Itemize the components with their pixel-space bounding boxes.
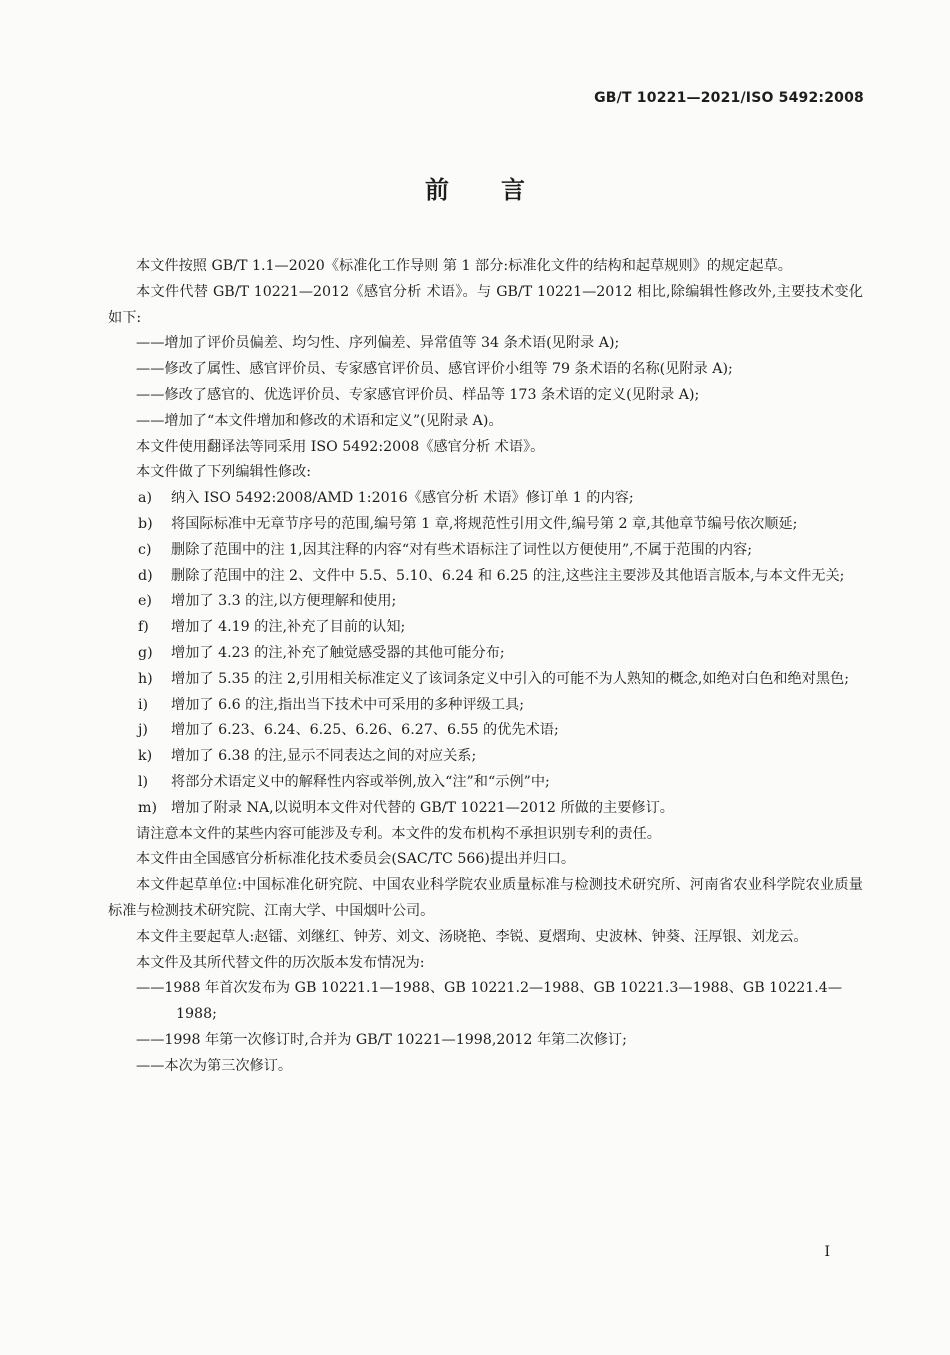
editorial-change-item: [138, 667, 863, 693]
history-item: ——本次为第三次修订。: [136, 1057, 293, 1074]
editorial-change-item: [138, 693, 863, 719]
paragraph-translation-method: 本文件使用翻译法等同采用 ISO 5492:2008《感官分析 术语》。: [136, 438, 545, 455]
item-label: a): [138, 490, 152, 507]
item-text: 增加了 4.23 的注,补充了触觉感受器的其他可能分布;: [171, 644, 505, 661]
item-text: 增加了 5.35 的注 2,引用相关标准定义了该词条定义中引入的可能不为人熟知的概念,如绝对白色和绝对黑色;: [171, 670, 850, 687]
preface-body: [108, 254, 863, 1080]
item-label: d): [138, 567, 153, 584]
paragraph-drafters: 本文件主要起草人:赵镭、刘继红、钟芳、刘文、汤晓艳、李锐、夏熠珣、史波林、钟葵、汪厚银、刘龙云。: [136, 928, 808, 945]
history-item: ——1998 年第一次修订时,合并为 GB/T 10221—1998,2012 年第二次修订;: [136, 1031, 627, 1048]
editorial-change-item: [138, 564, 863, 590]
item-text: 将部分术语定义中的解释性内容或举例,放入“注”和“示例”中;: [171, 773, 550, 790]
editorial-change-item: [138, 641, 863, 667]
item-label: c): [138, 541, 152, 558]
item-label: e): [138, 593, 152, 610]
item-label: h): [138, 670, 153, 687]
paragraph-history-intro: 本文件及其所代替文件的历次版本发布情况为:: [136, 954, 425, 971]
title-char-2: 言: [501, 176, 525, 204]
item-label: l): [138, 773, 149, 790]
page-number: I: [824, 1244, 830, 1260]
page-title: [0, 170, 950, 205]
item-text: 增加了 4.19 的注,补充了目前的认知;: [171, 619, 406, 636]
standard-code-header: GB/T 10221—2021/ISO 5492:2008: [594, 90, 864, 106]
editorial-change-item: [138, 512, 863, 538]
item-text: 增加了 3.3 的注,以方便理解和使用;: [171, 593, 397, 610]
history-item: ——1988 年首次发布为 GB 10221.1—1988、GB 10221.2—1988、GB 10221.3—1988、GB 10221.4—1988;: [136, 980, 843, 1023]
item-label: k): [138, 748, 153, 765]
editorial-change-item: [138, 615, 863, 641]
technical-change-item: ——修改了属性、感官评价员、专家感官评价员、感官评价小组等 79 条术语的名称(见附录 A);: [136, 361, 733, 378]
item-text: 删除了范围中的注 2、文件中 5.5、5.10、6.24 和 6.25 的注,这些注主要涉及其他语言版本,与本文件无关;: [171, 567, 845, 584]
editorial-change-item: [138, 486, 863, 512]
editorial-change-item: [138, 589, 863, 615]
paragraph-committee: 本文件由全国感官分析标准化技术委员会(SAC/TC 566)提出并归口。: [136, 851, 576, 868]
editorial-change-item: [138, 718, 863, 744]
item-text: 增加了 6.38 的注,显示不同表达之间的对应关系;: [171, 748, 477, 765]
editorial-change-item: [138, 538, 863, 564]
item-text: 删除了范围中的注 1,因其注释的内容“对有些术语标注了词性以方便使用”,不属于范围的内容;: [171, 541, 752, 558]
editorial-change-item: [138, 744, 863, 770]
item-label: f): [138, 619, 149, 636]
item-text: 增加了 6.6 的注,指出当下技术中可采用的多种评级工具;: [171, 696, 524, 713]
technical-change-item: ——增加了评价员偏差、均匀性、序列偏差、异常值等 34 条术语(见附录 A);: [136, 335, 620, 352]
paragraph-patent-notice: 请注意本文件的某些内容可能涉及专利。本文件的发布机构不承担识别专利的责任。: [136, 825, 661, 842]
technical-change-item: ——修改了感官的、优选评价员、专家感官评价员、样品等 173 条术语的定义(见附录 A);: [136, 386, 700, 403]
item-label: i): [138, 696, 149, 713]
item-text: 纳入 ISO 5492:2008/AMD 1:2016《感官分析 术语》修订单 1 的内容;: [171, 490, 634, 507]
editorial-change-item: [138, 770, 863, 796]
paragraph-replaces: 本文件代替 GB/T 10221—2012《感官分析 术语》。与 GB/T 10221—2012 相比,除编辑性修改外,主要技术变化如下:: [108, 283, 863, 326]
paragraph-drafting-units: 本文件起草单位:中国标准化研究院、中国农业科学院农业质量标准与检测技术研究所、河南省农业科学院农业质量标准与检测技术研究院、江南大学、中国烟叶公司。: [108, 877, 863, 919]
technical-change-item: ——增加了“本文件增加和修改的术语和定义”(见附录 A)。: [136, 412, 503, 429]
item-label: g): [138, 644, 153, 661]
paragraph-editorial-changes: 本文件做了下列编辑性修改:: [136, 464, 312, 481]
item-label: b): [138, 515, 153, 532]
editorial-change-item: [138, 796, 863, 822]
item-label: m): [138, 799, 157, 816]
title-char-1: 前: [425, 176, 449, 204]
item-text: 增加了附录 NA,以说明本文件对代替的 GB/T 10221—2012 所做的主要修订。: [171, 799, 674, 816]
item-text: 增加了 6.23、6.24、6.25、6.26、6.27、6.55 的优先术语;: [171, 722, 559, 739]
item-text: 将国际标准中无章节序号的范围,编号第 1 章,将规范性引用文件,编号第 2 章,其他章节编号依次顺延;: [171, 515, 798, 532]
item-label: j): [138, 722, 148, 739]
paragraph-drafting-rules: 本文件按照 GB/T 1.1—2020《标准化工作导则 第 1 部分:标准化文件的结构和起草规则》的规定起草。: [136, 258, 792, 274]
